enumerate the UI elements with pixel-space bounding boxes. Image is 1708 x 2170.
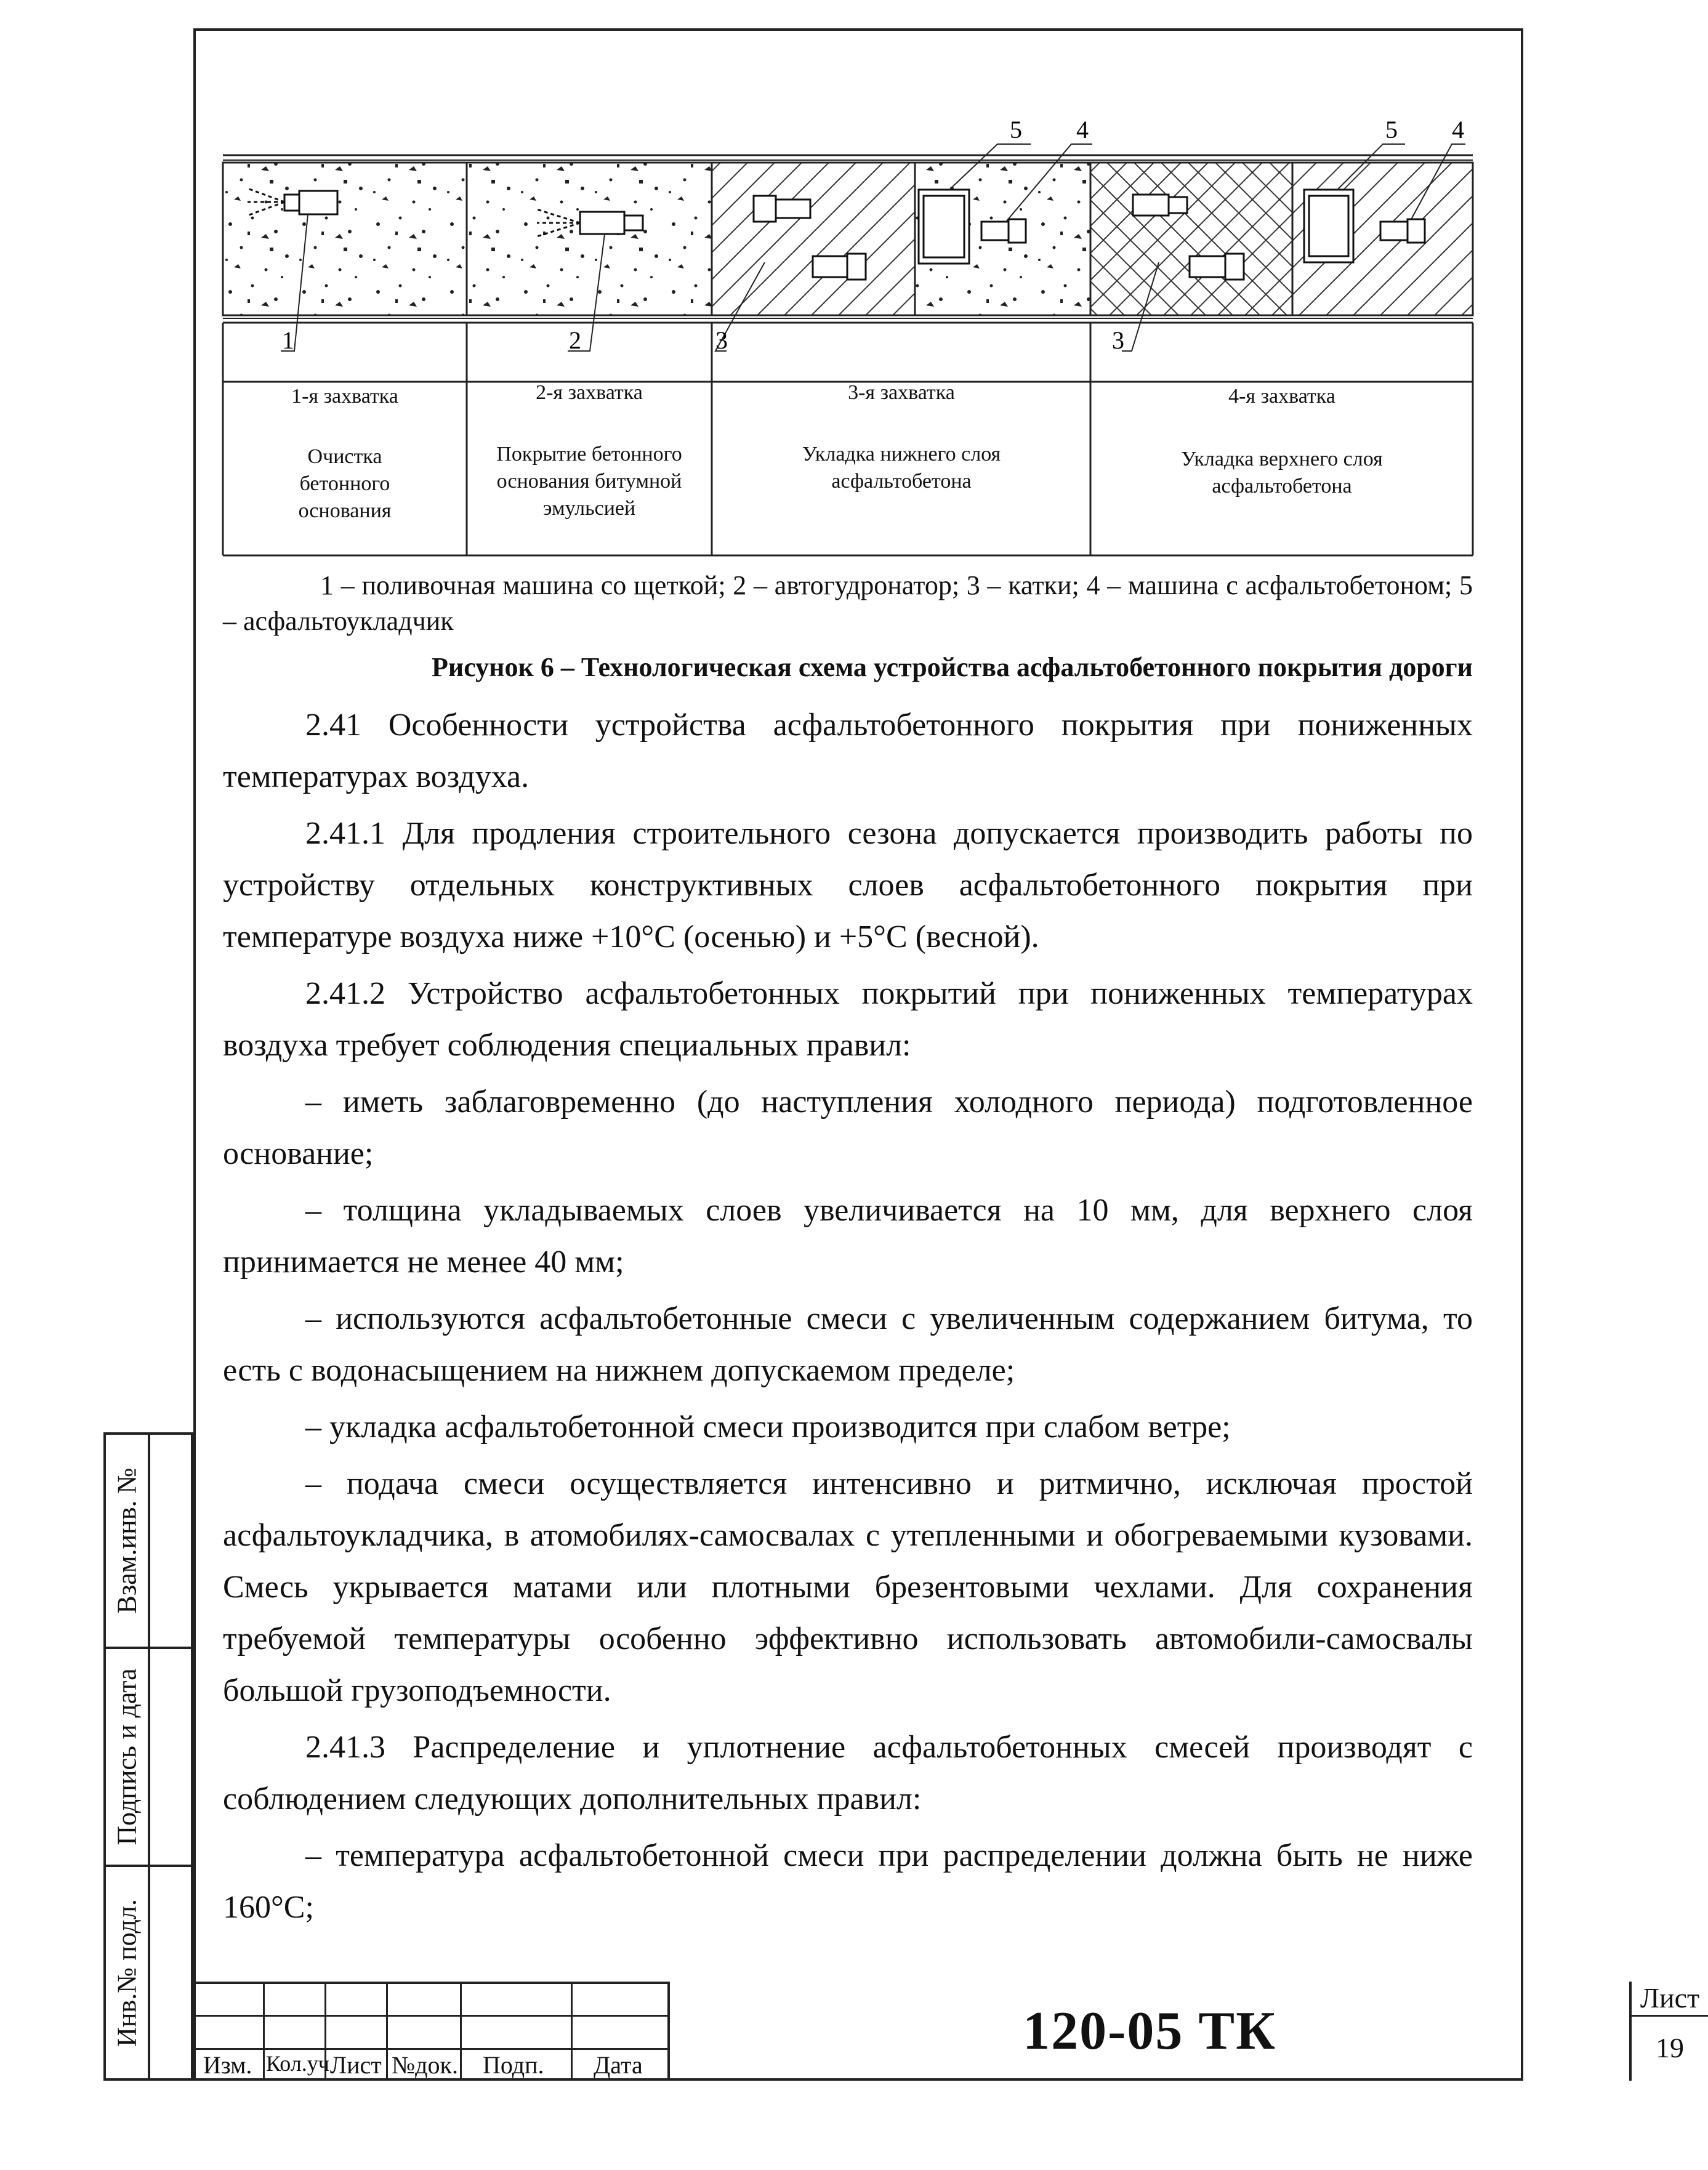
document-code: 120-05 ТК xyxy=(667,1982,1632,2081)
title-block-grid xyxy=(193,1982,667,2081)
dump-truck-icon xyxy=(1380,219,1425,243)
callout-3: 3 xyxy=(715,326,728,354)
stage-desc-line: эмульсией xyxy=(542,497,636,520)
callout-5: 5 xyxy=(1010,116,1022,143)
label-list: Лист xyxy=(330,2051,382,2079)
side-stamp-signature xyxy=(103,1647,193,1867)
list-item: – укладка асфальтобетонной смеси производится при слабом ветре; xyxy=(305,1410,1231,1445)
callout-4: 4 xyxy=(1076,116,1089,143)
callout-5: 5 xyxy=(1385,116,1398,143)
list-item: – используются асфальтобетонные смеси с увеличенным содержанием битума, то есть с водонасыщением на нижнем допускаемом пределе; xyxy=(223,1301,1473,1388)
list-item: – толщина укладываемых слоев увеличивается на 10 мм, для верхнего слоя принимается не менее 40 мм; xyxy=(223,1193,1473,1280)
stage-desc-line: бетонного xyxy=(299,472,390,495)
paver-icon xyxy=(1304,190,1353,262)
sheet-box xyxy=(1632,1982,1708,2081)
stage-desc-line: Укладка верхнего слоя xyxy=(1181,448,1383,470)
body-text xyxy=(223,700,1473,1934)
list-item: – температура асфальтобетонной смеси при распределении должна быть не ниже 160°С; xyxy=(223,1838,1473,1925)
label-ndok: №док. xyxy=(392,2051,458,2079)
side-stamp-inventory xyxy=(103,1865,193,2081)
side-label-signature-date: Подпись и дата xyxy=(111,1668,142,1845)
paver-icon xyxy=(919,190,969,264)
dump-truck-icon xyxy=(981,219,1026,243)
figure-caption: Рисунок 6 – Технологическая схема устройства асфальтобетонного покрытия дороги xyxy=(431,652,1473,682)
paragraph: 2.41.2 Устройство асфальтобетонных покрытий при пониженных температурах воздуха требует соблюдения специальных правил: xyxy=(223,976,1473,1063)
stage-desc-line: асфальтобетона xyxy=(831,470,972,493)
paragraph: 2.41 Особенности устройства асфальтобетонного покрытия при пониженных температурах воздуха. xyxy=(223,708,1473,794)
stage-desc-line: Укладка нижнего слоя xyxy=(802,443,1001,466)
stage-desc-line: основания битумной xyxy=(496,470,682,493)
stage-desc-line: Покрытие бетонного xyxy=(496,443,682,466)
stage-desc-line: основания xyxy=(298,499,392,522)
paragraph: 2.41.3 Распределение и уплотнение асфальтобетонных смесей производят с соблюдением следующих дополнительных правил: xyxy=(223,1730,1473,1817)
stage-desc-line: асфальтобетона xyxy=(1212,475,1352,498)
stage-name: 3-я захватка xyxy=(848,381,955,404)
side-label-inventory: Инв.№ подл. xyxy=(111,1898,142,2047)
list-item: – иметь заблаговременно (до наступления холодного периода) подготовленное основание; xyxy=(223,1084,1473,1171)
paragraph: 2.41.1 Для продления строительного сезона допускается производить работы по устройству отдельных конструктивных слоев асфальтобетонного покрытия при температуре воздуха ниже +10°С (осенью) и +5°С (весной). xyxy=(223,816,1473,954)
side-label-exchange: Взам.инв. № xyxy=(111,1467,142,1614)
label-izm: Изм. xyxy=(203,2051,252,2079)
list-item: – подача смеси осуществляется интенсивно и ритмично, исключая простой асфальтоукладчика, в атомобилях-самосвалах с утепленными и обогреваемыми кузовами. Смесь укрывается матами или плотными брезентовыми чехлами. Для сохранения требуемой температуры особенно эффективно использовать автомобили-самосвалы большой грузоподъемности. xyxy=(223,1466,1473,1708)
callout-4: 4 xyxy=(1452,116,1464,143)
sheet-number: 19 xyxy=(1656,2032,1684,2063)
label-data: Дата xyxy=(594,2051,643,2079)
stage-name: 2-я захватка xyxy=(536,381,643,404)
title-block xyxy=(193,1982,1700,2081)
callout-2: 2 xyxy=(569,326,581,354)
stage-desc-line: Очистка xyxy=(307,445,382,468)
technology-scheme-figure xyxy=(223,116,1473,552)
stage-name: 1-я захватка xyxy=(291,385,398,408)
label-podp: Подп. xyxy=(483,2051,544,2079)
callout-3: 3 xyxy=(1112,326,1124,354)
figure-legend: 1 – поливочная машина со щеткой; 2 – автогудронатор; 3 – катки; 4 – машина с асфальтобетоном; 5 – асфальтоукладчик xyxy=(223,570,1473,636)
sheet-label: Лист xyxy=(1632,1982,1708,2017)
callout-1: 1 xyxy=(282,326,294,354)
side-stamp-exchange xyxy=(103,1432,193,1649)
label-kol-uch: Кол.уч xyxy=(266,2051,329,2076)
stage-name: 4-я захватка xyxy=(1228,385,1335,408)
